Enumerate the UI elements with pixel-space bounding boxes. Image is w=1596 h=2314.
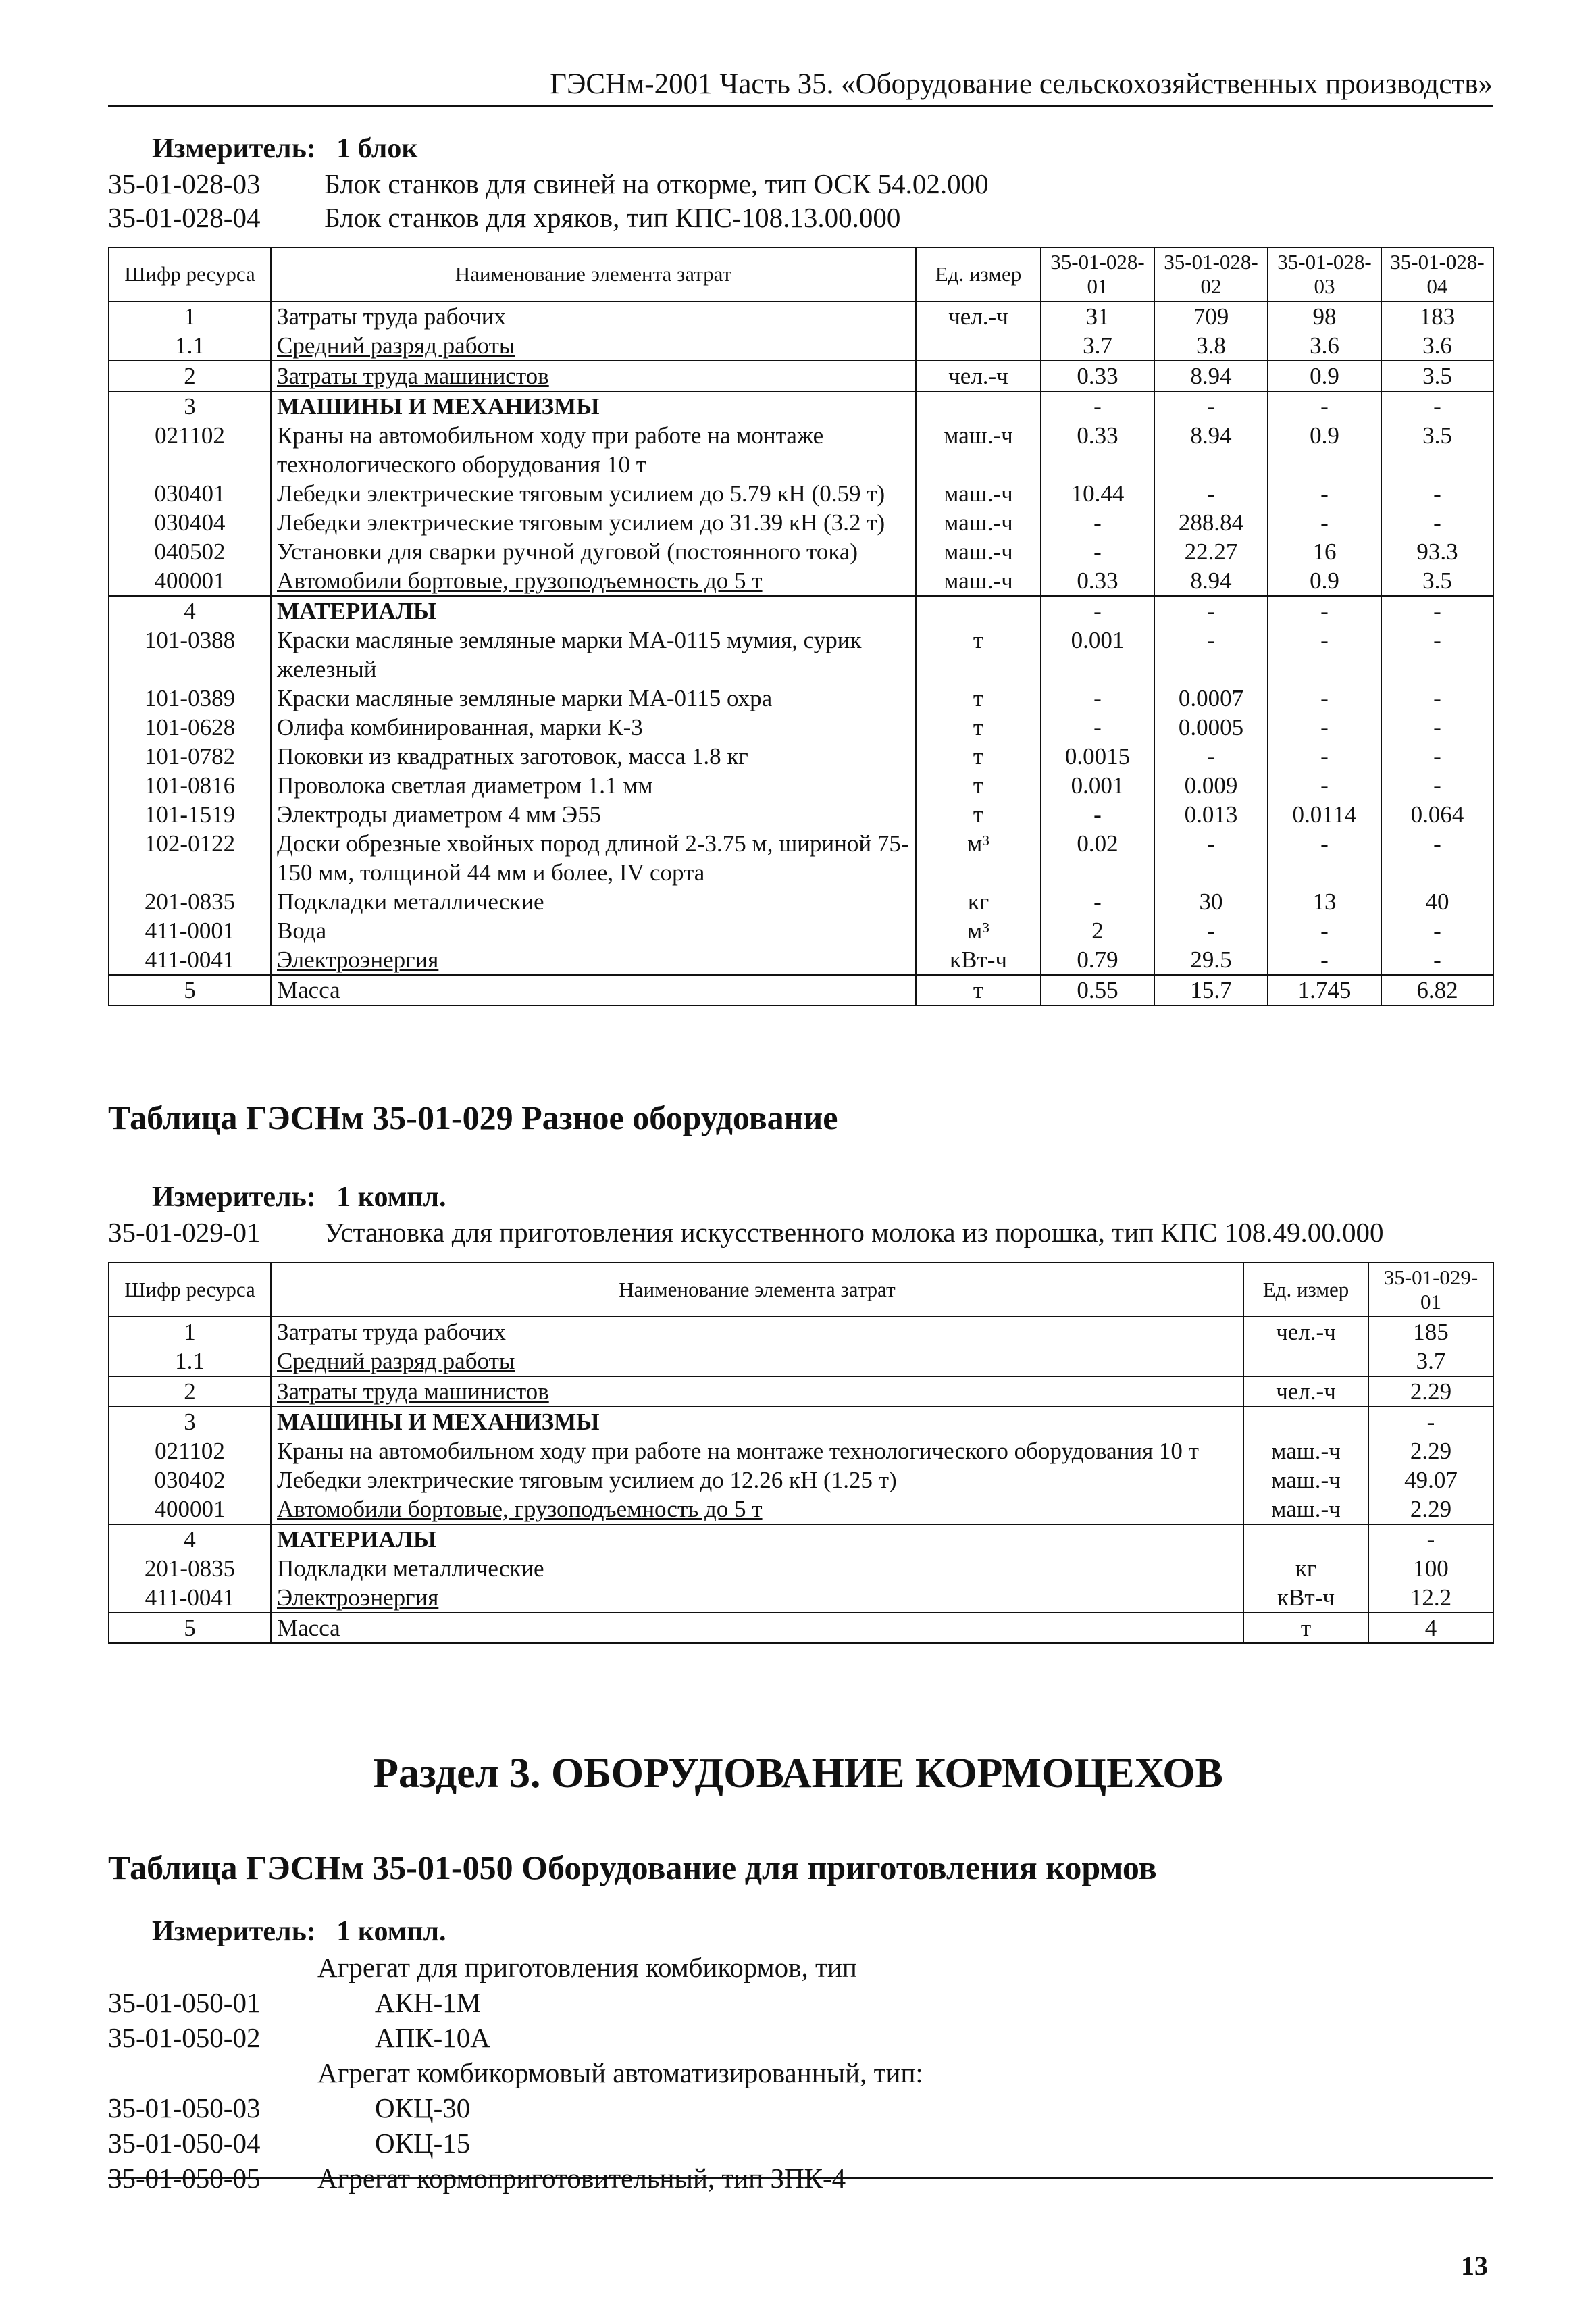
column-header: 35-01-028-01 [1041, 247, 1154, 301]
unit-cell: т [916, 626, 1041, 684]
value-cell: 29.5 [1154, 945, 1268, 975]
value-cell: - [1381, 596, 1493, 626]
unit-cell [916, 391, 1041, 421]
meter-block-2 [152, 1181, 446, 1213]
resource-code-cell: 021102 [109, 1436, 271, 1465]
resource-name-cell: Вода [271, 916, 916, 945]
resource-name-cell: Затраты труда рабочих [271, 301, 916, 331]
unit-cell [916, 596, 1041, 626]
unit-cell: чел.-ч [916, 361, 1041, 391]
value-cell: - [1381, 626, 1493, 684]
value-cell: - [1154, 829, 1268, 887]
resource-name-cell: МАШИНЫ И МЕХАНИЗМЫ [271, 391, 916, 421]
value-cell: 3.7 [1041, 331, 1154, 361]
resource-code-cell: 411-0041 [109, 945, 271, 975]
norm-description: ОКЦ-15 [375, 2128, 471, 2159]
resource-code-cell: 101-0389 [109, 684, 271, 713]
unit-cell [1243, 1407, 1368, 1436]
value-cell: - [1381, 479, 1493, 508]
column-header: Наименование элемента затрат [271, 247, 916, 301]
meter-value: 1 компл. [336, 1916, 446, 1947]
resource-name-cell: Лебедки электрические тяговым усилием до 31.39 кН (3.2 т) [271, 508, 916, 537]
norm-description: Блок станков для хряков, тип КПС-108.13.00.000 [324, 202, 901, 233]
equipment-list [108, 1951, 923, 2197]
column-header: 35-01-028-02 [1154, 247, 1268, 301]
resource-code-cell: 411-0041 [109, 1583, 271, 1613]
value-cell: 8.94 [1154, 361, 1268, 391]
value-cell: 0.001 [1041, 626, 1154, 684]
resource-name-cell: Автомобили бортовые, грузоподъемность до 5 т [271, 566, 916, 596]
resource-name-cell: Лебедки электрические тяговым усилием до 12.26 кН (1.25 т) [271, 1465, 1243, 1494]
resource-code-cell: 040502 [109, 537, 271, 566]
resource-name-cell: Затраты труда машинистов [271, 361, 916, 391]
value-cell: - [1154, 742, 1268, 771]
resource-code-cell: 101-0628 [109, 713, 271, 742]
norm-description: Агрегат комбикормовый автоматизированный, тип: [317, 2057, 923, 2088]
value-cell: 3.5 [1381, 421, 1493, 479]
value-cell: - [1041, 537, 1154, 566]
section-title: Раздел 3. ОБОРУДОВАНИЕ КОРМОЦЕХОВ [373, 1751, 1223, 1796]
bottom-rule [108, 2177, 1493, 2179]
table-row [109, 1465, 1493, 1494]
norm-description: Блок станков для свиней на откорме, тип ОСК 54.02.000 [324, 168, 989, 199]
value-cell: 288.84 [1154, 508, 1268, 537]
value-cell: - [1268, 945, 1381, 975]
unit-cell: маш.-ч [916, 479, 1041, 508]
resource-code-cell: 101-0388 [109, 626, 271, 684]
value-cell: - [1381, 508, 1493, 537]
table-row [109, 1376, 1493, 1407]
column-header: Ед. измер [916, 247, 1041, 301]
value-cell: 16 [1268, 537, 1381, 566]
value-cell: - [1381, 945, 1493, 975]
value-cell: 10.44 [1041, 479, 1154, 508]
resource-name-cell: Краны на автомобильном ходу при работе на монтаже технологического оборудования 10 т [271, 1436, 1243, 1465]
table-row [109, 626, 1493, 684]
resource-code-cell: 030404 [109, 508, 271, 537]
value-cell: - [1268, 829, 1381, 887]
unit-cell: т [916, 771, 1041, 800]
table-row [109, 771, 1493, 800]
column-header: Шифр ресурса [109, 247, 271, 301]
value-cell: - [1268, 713, 1381, 742]
resource-code-cell: 4 [109, 596, 271, 626]
norm-code: 35-01-050-02 [108, 2022, 261, 2053]
resource-name-cell: МАШИНЫ И МЕХАНИЗМЫ [271, 1407, 1243, 1436]
table-row [109, 1583, 1493, 1613]
list-item [108, 2021, 923, 2057]
unit-cell [1243, 1524, 1368, 1554]
value-cell: 22.27 [1154, 537, 1268, 566]
resource-name-cell: Лебедки электрические тяговым усилием до 5.79 кН (0.59 т) [271, 479, 916, 508]
value-cell: - [1154, 391, 1268, 421]
resource-name-cell: МАТЕРИАЛЫ [271, 1524, 1243, 1554]
norm-code: 35-01-050-03 [108, 2092, 261, 2123]
unit-cell: т [916, 684, 1041, 713]
value-cell: 0.33 [1041, 361, 1154, 391]
resource-code-cell: 030401 [109, 479, 271, 508]
resource-name-cell: Олифа комбинированная, марки К-3 [271, 713, 916, 742]
value-cell: - [1041, 596, 1154, 626]
table-row [109, 800, 1493, 829]
meter-label: Измеритель: [152, 1916, 316, 1947]
unit-cell: т [1243, 1613, 1368, 1643]
table-row [109, 1613, 1493, 1643]
resource-code-cell: 101-1519 [109, 800, 271, 829]
table-row [109, 742, 1493, 771]
resource-name-cell: Подкладки металлические [271, 887, 916, 916]
unit-cell: маш.-ч [916, 566, 1041, 596]
unit-cell: м³ [916, 916, 1041, 945]
resource-name-cell: Проволока светлая диаметром 1.1 мм [271, 771, 916, 800]
unit-cell: т [916, 975, 1041, 1005]
value-cell: 15.7 [1154, 975, 1268, 1005]
value-cell: - [1041, 684, 1154, 713]
resource-table-028 [108, 247, 1494, 1006]
column-header: Наименование элемента затрат [271, 1263, 1243, 1317]
value-cell: 3.5 [1381, 566, 1493, 596]
value-cell: 0.064 [1381, 800, 1493, 829]
resource-name-cell: Масса [271, 1613, 1243, 1643]
resource-code-cell: 2 [109, 1376, 271, 1407]
norm-code: 35-01-050-04 [108, 2128, 261, 2159]
resource-name-cell: Автомобили бортовые, грузоподъемность до 5 т [271, 1494, 1243, 1524]
value-cell: 0.013 [1154, 800, 1268, 829]
table-title-050: Таблица ГЭСНм 35-01-050 Оборудование для приготовления кормов [108, 1848, 1157, 1886]
value-cell: 0.0007 [1154, 684, 1268, 713]
table-header-row [109, 247, 1493, 301]
unit-cell: маш.-ч [1243, 1436, 1368, 1465]
value-cell: 0.9 [1268, 421, 1381, 479]
unit-cell: т [916, 742, 1041, 771]
table-row [109, 975, 1493, 1005]
meter-label: Измеритель: [152, 133, 316, 164]
resource-code-cell: 021102 [109, 421, 271, 479]
resource-name-cell: Электроды диаметром 4 мм Э55 [271, 800, 916, 829]
value-cell: 1.745 [1268, 975, 1381, 1005]
value-cell: 2.29 [1368, 1494, 1493, 1524]
table-row [109, 1317, 1493, 1347]
resource-name-cell: Поковки из квадратных заготовок, масса 1.8 кг [271, 742, 916, 771]
value-cell: - [1154, 626, 1268, 684]
resource-code-cell: 1.1 [109, 1347, 271, 1376]
list-item [108, 1986, 923, 2021]
table-row [109, 1347, 1493, 1376]
unit-cell: кВт-ч [916, 945, 1041, 975]
resource-code-cell: 400001 [109, 566, 271, 596]
unit-cell: чел.-ч [1243, 1317, 1368, 1347]
meter-value: 1 блок [336, 133, 418, 164]
unit-cell: маш.-ч [1243, 1465, 1368, 1494]
list-item [108, 2057, 923, 2092]
resource-code-cell: 5 [109, 975, 271, 1005]
resource-name-cell: Средний разряд работы [271, 331, 916, 361]
resource-code-cell: 5 [109, 1613, 271, 1643]
value-cell: 13 [1268, 887, 1381, 916]
value-cell: - [1381, 916, 1493, 945]
meter-value: 1 компл. [336, 1182, 446, 1213]
resource-name-cell: Средний разряд работы [271, 1347, 1243, 1376]
norm-description: ОКЦ-30 [375, 2092, 471, 2123]
resource-name-cell: Подкладки металлические [271, 1554, 1243, 1583]
unit-cell: маш.-ч [916, 537, 1041, 566]
list-item [108, 2162, 923, 2197]
norm-code: 35-01-029-01 [108, 1217, 261, 1248]
unit-cell: кг [916, 887, 1041, 916]
table-row [109, 479, 1493, 508]
unit-cell [916, 331, 1041, 361]
value-cell: - [1154, 479, 1268, 508]
table-row [109, 916, 1493, 945]
code-line [108, 168, 989, 200]
table-row [109, 713, 1493, 742]
resource-code-cell: 102-0122 [109, 829, 271, 887]
resource-code-cell: 201-0835 [109, 887, 271, 916]
value-cell: - [1268, 596, 1381, 626]
table-row [109, 1407, 1493, 1436]
table-row [109, 508, 1493, 537]
value-cell: 185 [1368, 1317, 1493, 1347]
table-row [109, 537, 1493, 566]
value-cell: 93.3 [1381, 537, 1493, 566]
value-cell: 0.0015 [1041, 742, 1154, 771]
list-item [108, 1951, 923, 1986]
norm-code: 35-01-050-05 [108, 2163, 261, 2194]
list-item [108, 2127, 923, 2162]
value-cell: - [1268, 742, 1381, 771]
running-header: ГЭСНм-2001 Часть 35. «Оборудование сельскохозяйственных производств» [108, 68, 1493, 107]
value-cell: 0.79 [1041, 945, 1154, 975]
value-cell: 3.7 [1368, 1347, 1493, 1376]
value-cell: - [1041, 800, 1154, 829]
unit-cell [1243, 1347, 1368, 1376]
resource-code-cell: 1 [109, 301, 271, 331]
resource-name-cell: Затраты труда машинистов [271, 1376, 1243, 1407]
value-cell: 49.07 [1368, 1465, 1493, 1494]
table-row [109, 1524, 1493, 1554]
table-row [109, 331, 1493, 361]
value-cell: - [1381, 829, 1493, 887]
resource-code-cell: 400001 [109, 1494, 271, 1524]
value-cell: 2.29 [1368, 1376, 1493, 1407]
resource-code-cell: 101-0782 [109, 742, 271, 771]
code-line [108, 201, 900, 234]
resource-name-cell: Электроэнергия [271, 1583, 1243, 1613]
column-header: 35-01-029-01 [1368, 1263, 1493, 1317]
page-number: 13 [1461, 2250, 1488, 2281]
unit-cell: кг [1243, 1554, 1368, 1583]
value-cell: 2 [1041, 916, 1154, 945]
unit-cell: чел.-ч [1243, 1376, 1368, 1407]
value-cell: - [1381, 713, 1493, 742]
value-cell: - [1268, 391, 1381, 421]
table-row [109, 887, 1493, 916]
norm-description: Агрегат кормоприготовительный, тип ЗПК-4 [317, 2163, 846, 2194]
value-cell: - [1041, 887, 1154, 916]
norm-description: АКН-1М [375, 1987, 482, 2018]
table-row [109, 361, 1493, 391]
column-header: 35-01-028-03 [1268, 247, 1381, 301]
resource-name-cell: Краски масляные земляные марки МА-0115 мумия, сурик железный [271, 626, 916, 684]
value-cell: 0.0005 [1154, 713, 1268, 742]
value-cell: 3.6 [1381, 331, 1493, 361]
resource-code-cell: 201-0835 [109, 1554, 271, 1583]
resource-code-cell: 1.1 [109, 331, 271, 361]
table-row [109, 945, 1493, 975]
value-cell: 0.55 [1041, 975, 1154, 1005]
value-cell: 2.29 [1368, 1436, 1493, 1465]
value-cell: 8.94 [1154, 566, 1268, 596]
resource-table-029 [108, 1262, 1494, 1644]
unit-cell: маш.-ч [1243, 1494, 1368, 1524]
value-cell: 3.8 [1154, 331, 1268, 361]
resource-name-cell: Доски обрезные хвойных пород длиной 2-3.75 м, шириной 75-150 мм, толщиной 44 мм и более, IV сорта [271, 829, 916, 887]
value-cell: 0.9 [1268, 566, 1381, 596]
norm-code: 35-01-028-04 [108, 202, 261, 233]
norm-code: 35-01-050-01 [108, 1987, 261, 2018]
list-item [108, 2092, 923, 2127]
resource-code-cell: 030402 [109, 1465, 271, 1494]
value-cell: 0.33 [1041, 566, 1154, 596]
table-row [109, 391, 1493, 421]
table-row [109, 1554, 1493, 1583]
norm-description: Агрегат для приготовления комбикормов, тип [317, 1952, 857, 1983]
value-cell: 0.02 [1041, 829, 1154, 887]
value-cell: - [1268, 916, 1381, 945]
value-cell: - [1154, 916, 1268, 945]
column-header: 35-01-028-04 [1381, 247, 1493, 301]
table-row [109, 596, 1493, 626]
meter-block-3 [152, 1915, 446, 1948]
value-cell: 0.009 [1154, 771, 1268, 800]
value-cell: 709 [1154, 301, 1268, 331]
resource-code-cell: 1 [109, 1317, 271, 1347]
unit-cell: т [916, 800, 1041, 829]
value-cell: 0.0114 [1268, 800, 1381, 829]
resource-name-cell: Установки для сварки ручной дуговой (постоянного тока) [271, 537, 916, 566]
norm-code: 35-01-028-03 [108, 168, 261, 199]
value-cell: - [1041, 508, 1154, 537]
resource-name-cell: МАТЕРИАЛЫ [271, 596, 916, 626]
value-cell: - [1268, 684, 1381, 713]
resource-code-cell: 2 [109, 361, 271, 391]
resource-name-cell: Краски масляные земляные марки МА-0115 охра [271, 684, 916, 713]
value-cell: - [1041, 713, 1154, 742]
unit-cell: кВт-ч [1243, 1583, 1368, 1613]
value-cell: 30 [1154, 887, 1268, 916]
column-header: Шифр ресурса [109, 1263, 271, 1317]
resource-code-cell: 411-0001 [109, 916, 271, 945]
unit-cell: маш.-ч [916, 421, 1041, 479]
value-cell: - [1268, 626, 1381, 684]
value-cell: 31 [1041, 301, 1154, 331]
value-cell: 6.82 [1381, 975, 1493, 1005]
resource-name-cell: Масса [271, 975, 916, 1005]
value-cell: 12.2 [1368, 1583, 1493, 1613]
unit-cell: маш.-ч [916, 508, 1041, 537]
resource-name-cell: Краны на автомобильном ходу при работе на монтаже технологического оборудования 10 т [271, 421, 916, 479]
value-cell: 0.001 [1041, 771, 1154, 800]
value-cell: - [1381, 391, 1493, 421]
value-cell: - [1381, 771, 1493, 800]
value-cell: - [1268, 508, 1381, 537]
value-cell: - [1368, 1407, 1493, 1436]
value-cell: 3.5 [1381, 361, 1493, 391]
table-title-029: Таблица ГЭСНм 35-01-029 Разное оборудование [108, 1099, 838, 1136]
meter-label: Измеритель: [152, 1182, 316, 1213]
value-cell: - [1268, 479, 1381, 508]
table-row [109, 1494, 1493, 1524]
value-cell: 183 [1381, 301, 1493, 331]
value-cell: - [1154, 596, 1268, 626]
table-body [109, 301, 1493, 1005]
value-cell: 3.6 [1268, 331, 1381, 361]
value-cell: 100 [1368, 1554, 1493, 1583]
resource-code-cell: 101-0816 [109, 771, 271, 800]
table-header-row [109, 1263, 1493, 1317]
value-cell: 4 [1368, 1613, 1493, 1643]
table-row [109, 1436, 1493, 1465]
value-cell: 8.94 [1154, 421, 1268, 479]
resource-code-cell: 3 [109, 1407, 271, 1436]
value-cell: 0.33 [1041, 421, 1154, 479]
unit-cell: м³ [916, 829, 1041, 887]
code-line [108, 1216, 1384, 1249]
resource-code-cell: 4 [109, 1524, 271, 1554]
value-cell: 40 [1381, 887, 1493, 916]
value-cell: - [1041, 391, 1154, 421]
table-body [109, 1317, 1493, 1643]
resource-name-cell: Электроэнергия [271, 945, 916, 975]
resource-name-cell: Затраты труда рабочих [271, 1317, 1243, 1347]
unit-cell: т [916, 713, 1041, 742]
value-cell: - [1381, 742, 1493, 771]
value-cell: 0.9 [1268, 361, 1381, 391]
norm-description: АПК-10А [375, 2022, 490, 2053]
column-header: Ед. измер [1243, 1263, 1368, 1317]
resource-code-cell: 3 [109, 391, 271, 421]
table-row [109, 421, 1493, 479]
table-row [109, 684, 1493, 713]
meter-block-1 [152, 132, 418, 165]
value-cell: - [1381, 684, 1493, 713]
table-row [109, 829, 1493, 887]
table-row [109, 566, 1493, 596]
value-cell: 98 [1268, 301, 1381, 331]
unit-cell: чел.-ч [916, 301, 1041, 331]
value-cell: - [1268, 771, 1381, 800]
value-cell: - [1368, 1524, 1493, 1554]
table-row [109, 301, 1493, 331]
norm-description: Установка для приготовления искусственного молока из порошка, тип КПС 108.49.00.000 [324, 1217, 1384, 1248]
